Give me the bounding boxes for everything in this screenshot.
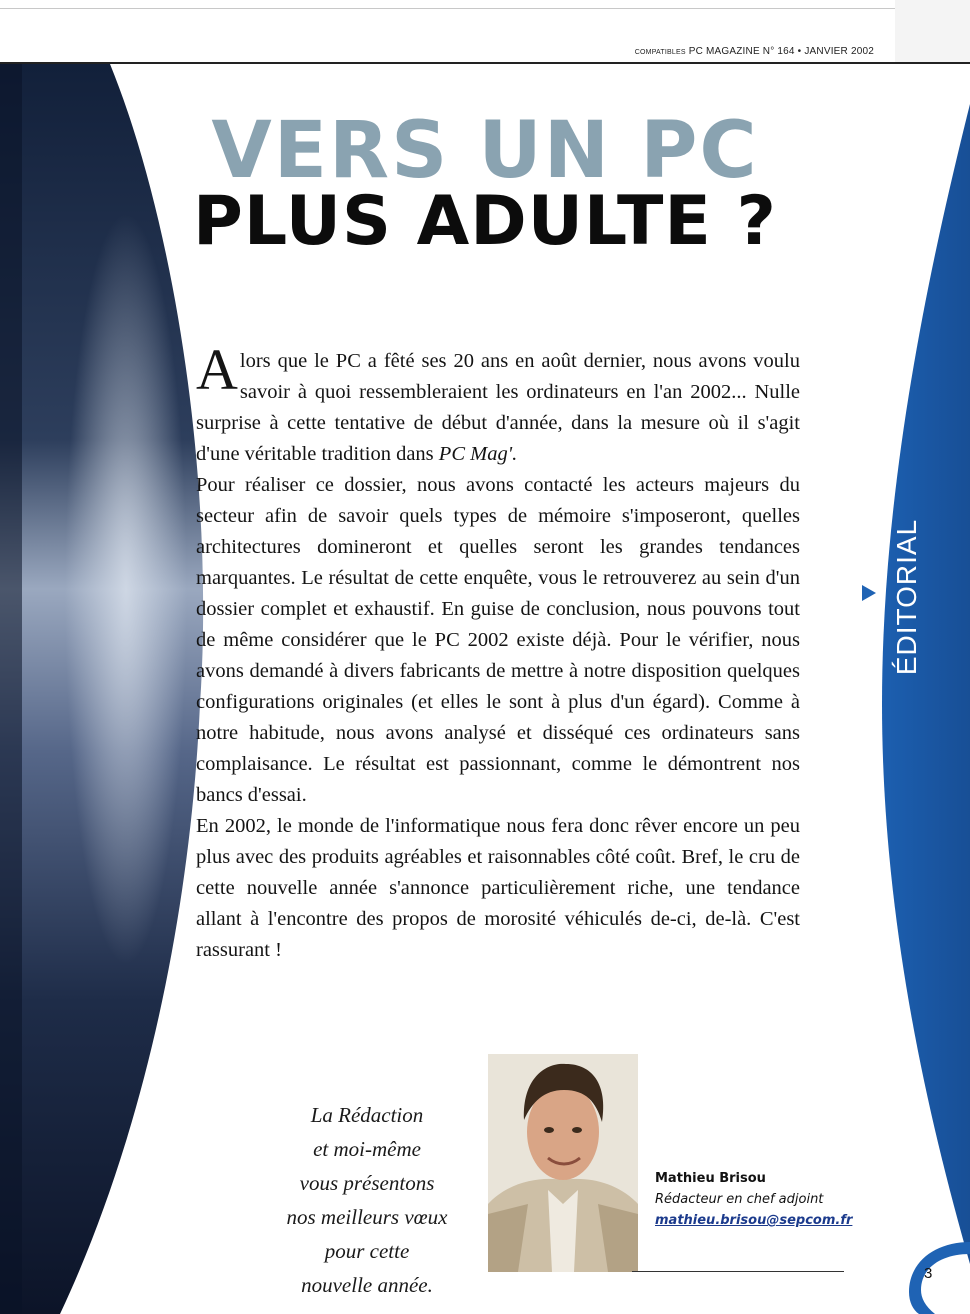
greeting-line: pour cette	[324, 1239, 410, 1263]
author-name: Mathieu Brisou	[655, 1171, 766, 1186]
greeting-line: et moi-même	[313, 1137, 421, 1161]
masthead-small: COMPATIBLES	[634, 49, 686, 56]
signature-rule	[632, 1271, 844, 1272]
top-rule	[0, 8, 895, 9]
section-label: ÉDITORIAL	[891, 518, 922, 676]
drop-cap: A	[196, 337, 238, 402]
paragraph-1-text: lors que le PC a fêté ses 20 ans en août dernier, nous avons voulu savoir à quoi ressembleraient les ordinateurs en l'an 2002... Nulle surprise à cette tentative de début d'année, dans la mesure où il s'agit d'une véritable tradition dans	[196, 350, 800, 465]
paragraph-3: En 2002, le monde de l'informatique nous fera donc rêver encore un peu plus avec des produits agréables et raisonnables côté coût. Bref, le cru de cette nouvelle année s'annonce particulièrement riche, une tendance allant à l'encontre des propos de morosité véhiculés de-ci, de-là. C'est rassurant !	[196, 815, 800, 961]
greeting-line: La Rédaction	[310, 1103, 424, 1127]
paragraph-2: Pour réaliser ce dossier, nous avons contacté les acteurs majeurs du secteur afin de savoir quels types de mémoire s'imposeront, quelles architectures domineront et quelles seront les grandes tendances marquantes. Le résultat de cette enquête, vous le retrouverez au sein d'un dossier complet et exhaustif. En guise de conclusion, nous pouvons tout de même considérer que le PC 2002 existe déjà. Pour le vérifier, nous avons demandé à divers fabricants de mettre à notre disposition quelques configurations originales (et elles le sont à plus d'un égard). Comme à notre habitude, nous avons analysé et disséqué ces ordinateurs sans complaisance. Le résultat est passionnant, comme le démontrent nos bancs d'essai.	[196, 474, 800, 806]
signature-block	[655, 1168, 852, 1231]
greeting-line: nos meilleurs vœux	[286, 1205, 448, 1229]
page-number-crescent-icon	[905, 1240, 970, 1314]
masthead	[635, 46, 874, 57]
greeting-line: vous présentons	[299, 1171, 435, 1195]
headline-line-1: VERS UN PC	[211, 106, 759, 196]
page-number: 3	[924, 1265, 933, 1282]
greeting-line: nouvelle année.	[301, 1273, 433, 1297]
article-body	[196, 337, 800, 966]
top-margin-strip	[895, 0, 970, 64]
headline-line-2: PLUS ADULTE ?	[193, 182, 777, 261]
paragraph-1	[196, 337, 800, 470]
masthead-main: PC MAGAZINE N° 164 • JANVIER 2002	[688, 46, 874, 57]
magazine-name: PC Mag'.	[438, 443, 518, 465]
author-email-link[interactable]: mathieu.brisou@sepcom.fr	[655, 1213, 853, 1228]
author-role: Rédacteur en chef adjoint	[655, 1192, 824, 1207]
section-arrow-icon	[862, 585, 876, 601]
greeting-text	[262, 1098, 472, 1302]
author-photo	[488, 1054, 638, 1272]
